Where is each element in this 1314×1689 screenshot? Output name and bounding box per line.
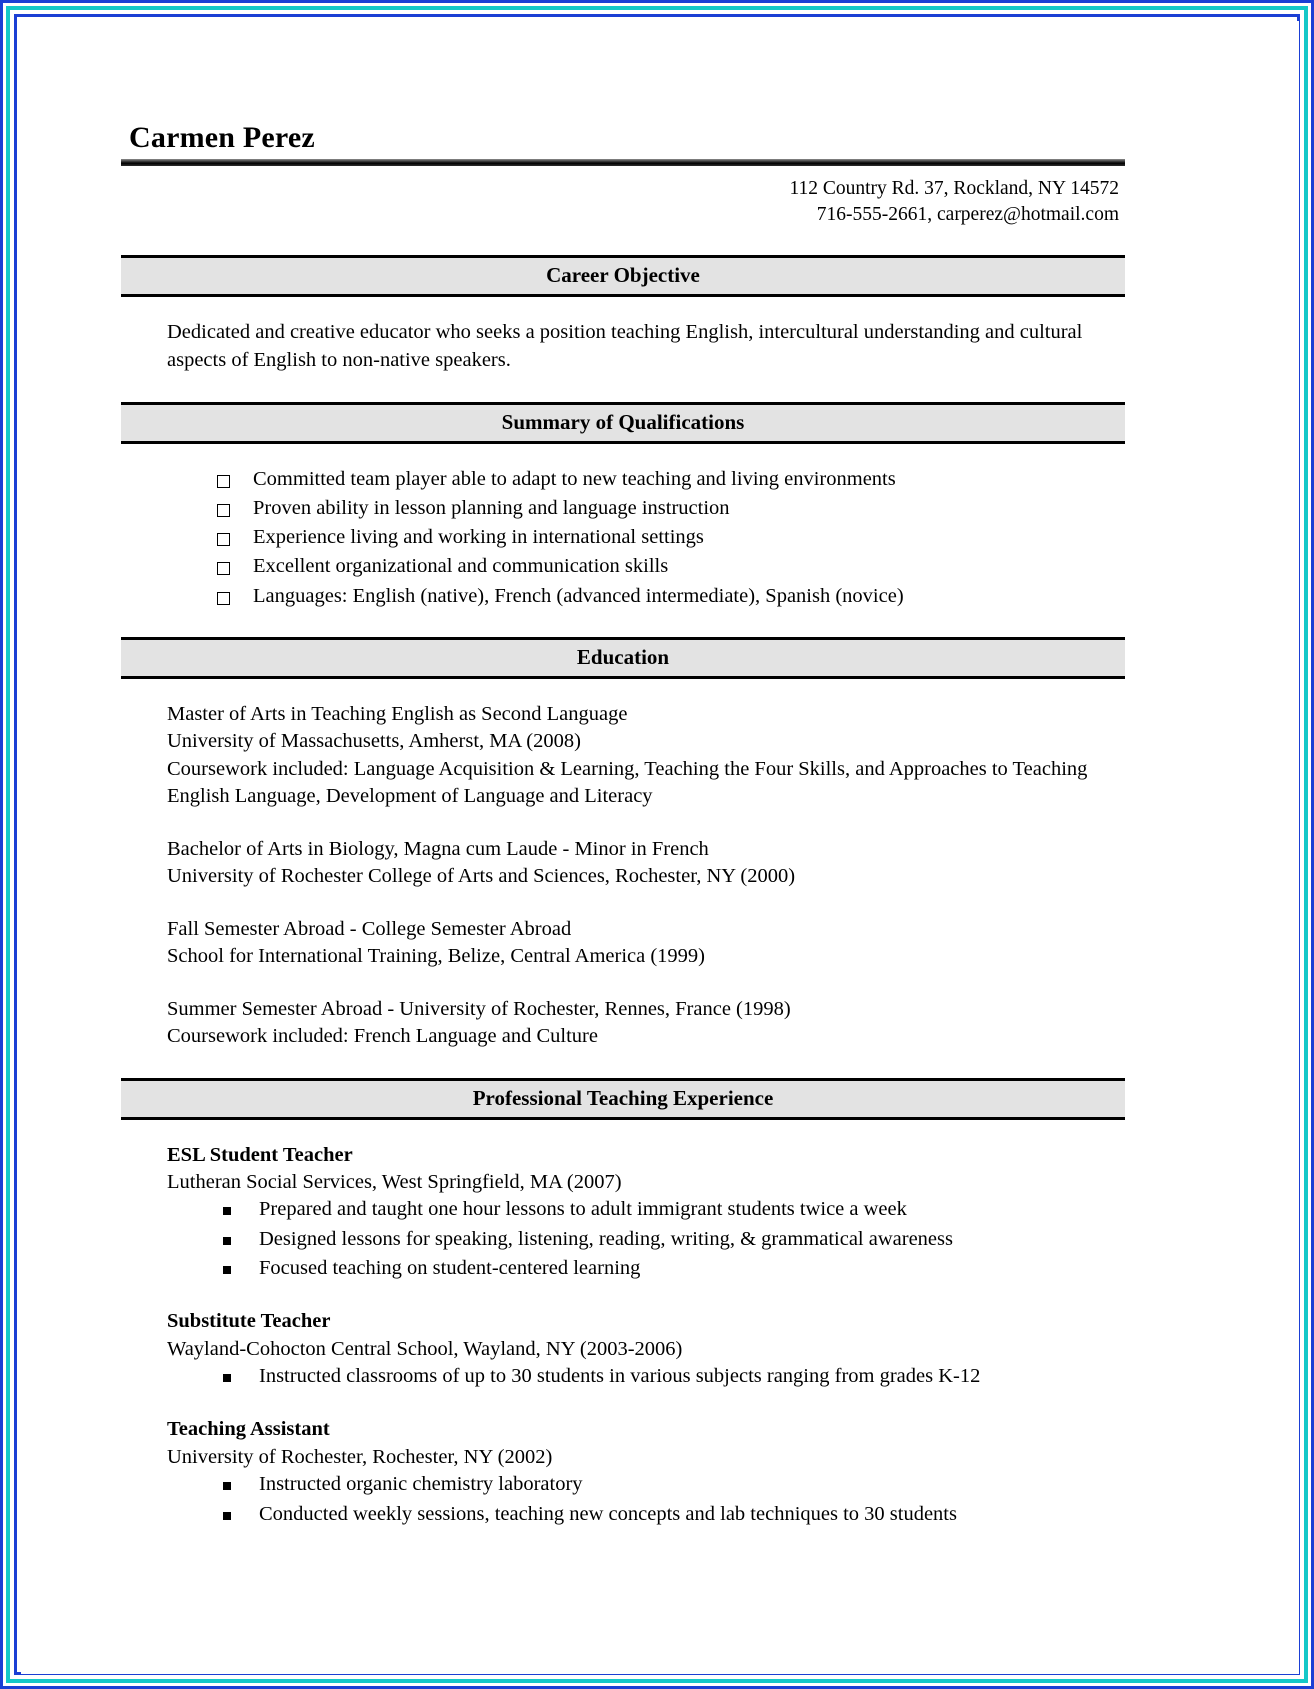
career-objective-text: Dedicated and creative educator who seeks a position teaching English, intercultural understanding and cultural aspects of English to non-native speakers.	[167, 320, 1083, 371]
section-heading-summary-of-qualifications: Summary of Qualifications	[121, 402, 1125, 444]
education-school: School for International Training, Belize, Central America (1999)	[167, 945, 705, 968]
education-degree: Master of Arts in Teaching English as Second Language	[167, 702, 628, 725]
contact-phone-email: 716-555-2661, carperez@hotmail.com	[816, 203, 1119, 225]
contact-address: 112 Country Rd. 37, Rockland, NY 14572	[789, 178, 1119, 199]
resume-header	[121, 121, 1125, 228]
section-heading-professional-teaching-experience: Professional Teaching Experience	[121, 1078, 1125, 1120]
resume-page	[21, 21, 1299, 1674]
education-degree: Bachelor of Arts in Biology, Magna cum Laude - Minor in French	[167, 837, 709, 860]
list-item: Conducted weekly sessions, teaching new concepts and lab techniques to 30 students	[215, 1501, 1125, 1528]
list-item: Languages: English (native), French (advanced intermediate), Spanish (novice)	[209, 583, 1125, 610]
job-organization: Wayland-Cohocton Central School, Wayland, NY (2003-2006)	[167, 1337, 683, 1360]
job-title: ESL Student Teacher	[167, 1143, 353, 1166]
education-entry	[167, 701, 1125, 811]
education-entry	[167, 836, 1125, 891]
resume-content	[121, 121, 1125, 1530]
candidate-name: Carmen Perez	[129, 121, 315, 154]
section-body-professional-teaching-experience	[121, 1142, 1125, 1528]
education-school: University of Massachusetts, Amherst, MA (2008)	[167, 730, 581, 753]
section-heading-career-objective: Career Objective	[121, 255, 1125, 297]
list-item: Excellent organizational and communication skills	[209, 553, 1125, 580]
list-item: Proven ability in lesson planning and language instruction	[209, 495, 1125, 522]
job-title: Teaching Assistant	[167, 1418, 330, 1441]
experience-entry	[167, 1416, 1125, 1527]
job-organization: Lutheran Social Services, West Springfield, MA (2007)	[167, 1171, 622, 1193]
education-school: University of Rochester College of Arts and Sciences, Rochester, NY (2000)	[167, 865, 796, 888]
qualifications-list	[209, 466, 1125, 610]
job-duties-list	[215, 1196, 1125, 1282]
education-coursework: Coursework included: French Language and Culture	[167, 1025, 598, 1048]
job-organization: University of Rochester, Rochester, NY (2002)	[167, 1445, 553, 1468]
education-degree: Fall Semester Abroad - College Semester Abroad	[167, 917, 572, 940]
job-duties-list	[215, 1471, 1125, 1528]
list-item: Prepared and taught one hour lessons to adult immigrant students twice a week	[215, 1196, 1125, 1223]
header-divider-rule	[121, 159, 1125, 166]
experience-entry	[167, 1308, 1125, 1390]
education-coursework: Coursework included: Language Acquisition & Learning, Teaching the Four Skills, and Approaches to Teaching English Language, Development of Language and Literacy	[167, 757, 1088, 808]
section-body-career-objective	[121, 319, 1125, 375]
section-body-summary-of-qualifications	[121, 466, 1125, 610]
list-item: Designed lessons for speaking, listening, reading, writing, & grammatical awareness	[215, 1226, 1125, 1253]
job-title: Substitute Teacher	[167, 1310, 331, 1333]
list-item: Committed team player able to adapt to new teaching and living environments	[209, 466, 1125, 493]
list-item: Instructed classrooms of up to 30 students in various subjects ranging from grades K-12	[215, 1363, 1125, 1390]
list-item: Experience living and working in international settings	[209, 524, 1125, 551]
education-entry	[167, 916, 1125, 971]
job-duties-list	[215, 1363, 1125, 1390]
section-body-education	[121, 701, 1125, 1051]
experience-entry	[167, 1142, 1125, 1283]
list-item: Instructed organic chemistry laboratory	[215, 1471, 1125, 1498]
education-degree: Summer Semester Abroad - University of Rochester, Rennes, France (1998)	[167, 997, 791, 1020]
list-item: Focused teaching on student-centered learning	[215, 1255, 1125, 1282]
section-heading-education: Education	[121, 637, 1125, 679]
education-entry	[167, 996, 1125, 1051]
